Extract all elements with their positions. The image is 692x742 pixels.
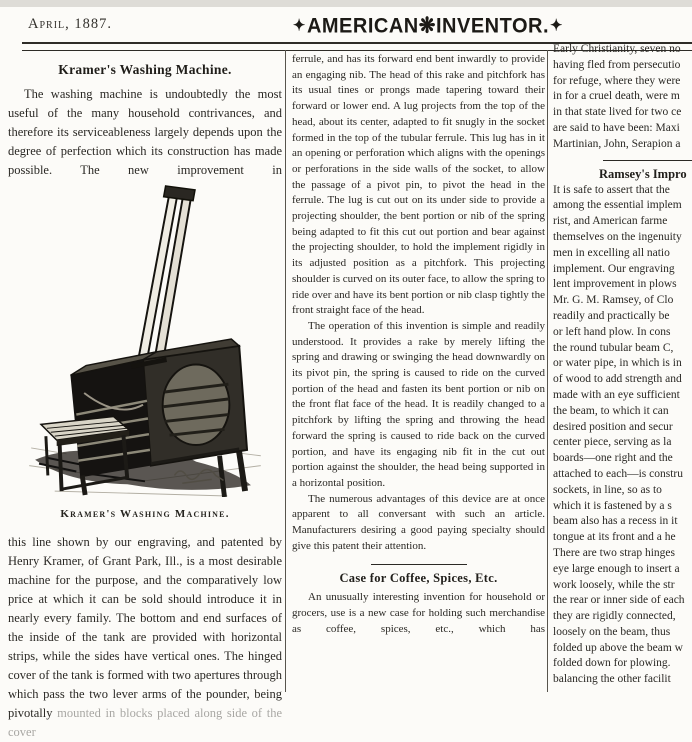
clipped-line: attached to each—is constru (553, 467, 683, 480)
clipped-line: made with an eye sufficient (553, 388, 680, 401)
clipped-line: having fled from persecutio (553, 58, 681, 71)
masthead-title: AMERICAN❋INVENTOR. (306, 14, 550, 38)
clipped-line: loosely on the beam, thus (553, 625, 671, 638)
clipped-line: or left hand plow. In cons (553, 325, 671, 338)
column-rule-1 (285, 50, 286, 692)
clipped-line: beam also has a recess in it (553, 515, 678, 528)
clipped-line: Early Christianity, seven no (553, 43, 681, 55)
masthead-ornament-right-icon: ✦ (550, 16, 564, 35)
clipped-line: folded down for plowing. (553, 657, 671, 670)
clipped-line: among the essential implem (553, 199, 682, 212)
washing-machine-illustration (26, 183, 264, 497)
clipped-line: themselves on the ingenuity (553, 230, 682, 243)
clipped-line: boards—one right and the (553, 452, 673, 465)
paragraph (8, 533, 282, 742)
clipped-line: implement. Our engraving (553, 262, 675, 275)
clipped-line: they are rigidly connected, (553, 610, 676, 623)
clipped-line: or water pipe, in which is in (553, 357, 682, 370)
clipped-line: Mr. G. M. Ramsey, of Clo (553, 294, 674, 307)
column-right (553, 42, 692, 692)
clipped-line: lent improvement in plows (553, 278, 677, 291)
clipped-line: the rear or inner side of each (553, 594, 685, 607)
clipped-line: eye large enough to insert a (553, 562, 680, 575)
column-middle (292, 52, 545, 692)
masthead-ornament-left-icon: ✦ (292, 16, 306, 35)
paragraph: The numerous advantages of this device are at once apparent to all conversant with such an article. Manufacturers desiring a good paying specialty should give this patent their attention. (292, 492, 545, 552)
paragraph-faded-text: mounted in blocks placed along side of the cover (8, 706, 282, 739)
paragraph: ferrule, and has its forward end bent inwardly to provide an engaging nib. The head of this rake and pitchfork has its usual tines or prongs made tapering toward their forward or lower end. A lug projects from the top of the head, about its center, adapted to fit snugly in the socket formed in the top of the tubular ferrule. This lug has in it an opening or perforation which aligns with the openings or perforations in the side walls of the socket, to allow the passage of a pivot pin, to pivot the head in the ferrule. The lug is cut out on its under side to provide a projecting shoulder, the bent portion or nib of the spring being adapted to fit this cut out portion and bear against the projecting shoulder, to hold the implement rigidly in its adjusted position as a pitchfork. This projecting shoulder is curved on its outer face, to allow the spring to ride over and have its bent portion or nib clasp tightly the front straight face of the head. (292, 53, 545, 317)
clipped-line: readily and practically be (553, 309, 670, 322)
clipped-line: tongue at its front and a he (553, 531, 676, 544)
clipped-line: are said to have been: Maxi (553, 121, 680, 134)
clipped-line: rist, and American farme (553, 215, 668, 228)
column-rule-2 (547, 50, 548, 692)
clipped-line: the round tubular beam C, (553, 341, 674, 354)
paragraph: An unusually interesting invention for household or grocers, use is a new case for holding such merchandise as coffee, spices, etc., which has (292, 591, 545, 635)
clipped-line: in for a cruel death, were m (553, 90, 680, 103)
paragraph: The operation of this invention is simple and readily understood. It provides a rake by merely lifting the spring and drawing or swinging the head downwardly on its pivot pin, the spring is caused to ride on the curved portion of the head and fasten its bent portion or nib on the front flat face of the head. It is readily changed to a pitchfork by lifting the spring and throwing the head forward the spring is caused to ride back on the curved portion, and have its engaging nib fit in the cut out portion against the shoulder, the head being supported in a horizontal position. (292, 319, 545, 489)
clipped-line: work loosely, while the str (553, 578, 675, 591)
clipped-line: folded up above the beam w (553, 641, 683, 654)
paragraph: The washing machine is undoubtedly the most useful of the many household contrivances, and therefore its serviceableness largely depends upon the degree of perfection which its construction has made possible. The new improvement in (8, 87, 282, 177)
clipped-line: of wood to add strength and (553, 373, 682, 386)
clipped-line: sockets, in line, so as to (553, 483, 662, 496)
issue-date: April, 1887. (28, 16, 113, 32)
clipped-line: Martinian, John, Serapion a (553, 137, 681, 150)
clipped-line: in that state lived for two ce (553, 106, 682, 119)
clipped-line: the beam, to which it can (553, 404, 669, 417)
clipped-line: It is safe to assert that the (553, 183, 670, 196)
article-heading-ramsey: Ramsey's Impro (599, 166, 687, 181)
article-heading-coffee-case: Case for Coffee, Spices, Etc. (339, 570, 498, 585)
clipped-line: There are two strap hinges (553, 546, 675, 559)
clipped-line: which it is fastened by a s (553, 499, 672, 512)
clipped-line: center piece, serving as la (553, 436, 672, 449)
clipped-line: men in excelling all natio (553, 246, 670, 259)
article-heading-kramer: Kramer's Washing Machine. (58, 62, 232, 77)
masthead (278, 12, 578, 39)
clipped-line: balancing the other facilit (553, 673, 671, 686)
clipped-line: desired position and secur (553, 420, 673, 433)
washing-machine-engraving (26, 183, 264, 524)
scan-edge (0, 0, 692, 7)
column-left (8, 52, 282, 739)
illustration-caption: Kramer's Washing Machine. (60, 508, 230, 520)
clipped-line: for refuge, where they were (553, 74, 681, 87)
paragraph-text: this line shown by our engraving, and patented by Henry Kramer, of Grant Park, Ill., is a most desirable machine for the purpose, and the comparatively low price at which it can be sold should introduce it in nearly every family. The bottom and end surfaces of the inside of the tank are provided with horizontal strips, while the sides have vertical ones. The hinged cover of the tank is formed with two apertures through which pass the two lever arms of the pounder, being pivotally (8, 535, 282, 720)
section-divider (603, 160, 692, 161)
section-divider (371, 564, 467, 565)
